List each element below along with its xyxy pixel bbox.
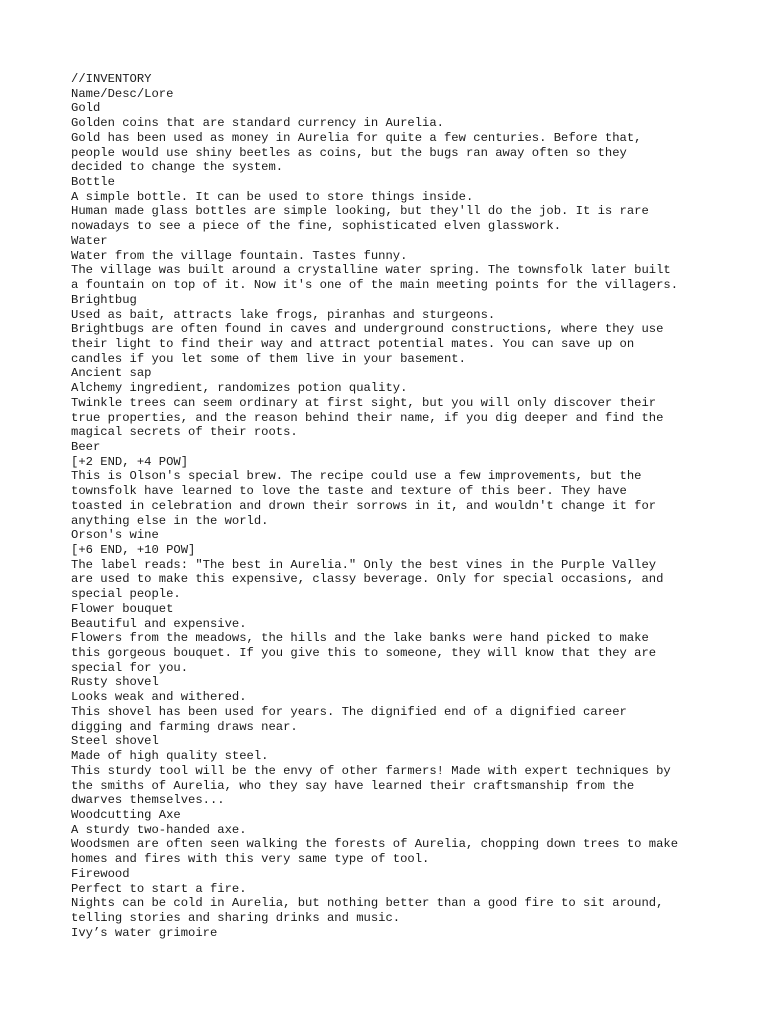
- text-line: Orson's wine: [71, 528, 159, 543]
- text-line: [+2 END, +4 POW]: [71, 454, 189, 469]
- text-line: Human made glass bottles are simple looking, but they'll do the job. It is rare: [71, 204, 649, 219]
- text-line: townsfolk have learned to love the taste and texture of this beer. They have: [71, 484, 627, 499]
- text-line: the smiths of Aurelia, who they say have learned their craftsmanship from the: [71, 778, 635, 793]
- text-line: Ivy’s water grimoire: [71, 925, 218, 940]
- text-line: Alchemy ingredient, randomizes potion quality.: [71, 381, 408, 396]
- text-line: Looks weak and withered.: [71, 690, 247, 705]
- text-line: candles if you let some of them live in your basement.: [71, 351, 466, 366]
- text-line: decided to change the system.: [71, 160, 284, 175]
- text-line: Beer: [71, 439, 101, 454]
- text-line: this gorgeous bouquet. If you give this to someone, they will know that they are: [71, 646, 657, 661]
- text-line: Twinkle trees can seem ordinary at first sight, but you will only discover their: [71, 395, 657, 410]
- text-line: telling stories and sharing drinks and music.: [71, 910, 401, 925]
- text-line: Beautiful and expensive.: [71, 616, 247, 631]
- text-line: Golden coins that are standard currency in Aurelia.: [71, 116, 444, 131]
- text-line: Flowers from the meadows, the hills and the lake banks were hand picked to make: [71, 631, 649, 646]
- text-line: Made of high quality steel.: [71, 749, 269, 764]
- text-line: A sturdy two-handed axe.: [71, 822, 247, 837]
- text-line: Flower bouquet: [71, 601, 174, 616]
- text-line: [+6 END, +10 POW]: [71, 543, 196, 557]
- text-line: Nights can be cold in Aurelia, but nothing better than a good fire to sit around,: [71, 896, 664, 911]
- text-line: Name/Desc/Lore: [71, 86, 174, 101]
- text-line: Firewood: [71, 866, 130, 881]
- text-line: digging and farming draws near.: [71, 719, 298, 734]
- text-line: special people.: [71, 587, 181, 602]
- text-line: Used as bait, attracts lake frogs, piranhas and sturgeons.: [71, 307, 496, 322]
- text-line: This sturdy tool will be the envy of other farmers! Made with expert techniques by: [71, 763, 671, 778]
- text-line: nowadays to see a piece of the fine, sophisticated elven glasswork.: [71, 219, 562, 234]
- text-line: dwarves themselves...: [71, 793, 225, 808]
- text-line: Steel shovel: [71, 734, 159, 749]
- text-line: The village was built around a crystalline water spring. The townsfolk later built: [71, 263, 671, 278]
- text-line: their light to find their way and attract potential mates. You can save up on: [71, 336, 635, 351]
- text-line: people would use shiny beetles as coins, but the bugs ran away often so they: [71, 145, 627, 160]
- text-line: This is Olson's special brew. The recipe could use a few improvements, but the: [71, 469, 642, 484]
- text-line: Gold: [71, 101, 101, 116]
- text-line: Rusty shovel: [71, 675, 159, 690]
- text-line: true properties, and the reason behind their name, if you dig deeper and find the: [71, 410, 664, 425]
- text-line: anything else in the world.: [71, 513, 269, 528]
- text-line: a fountain on top of it. Now it's one of the main meeting points for the villagers.: [71, 278, 679, 293]
- text-line: Brightbug: [71, 292, 137, 307]
- text-line: Woodsmen are often seen walking the forests of Aurelia, chopping down trees to make: [71, 837, 679, 852]
- document-page: [71, 72, 731, 940]
- text-line: special for you.: [71, 660, 189, 675]
- text-line: The label reads: "The best in Aurelia." Only the best vines in the Purple Valley: [71, 557, 657, 572]
- text-line: Brightbugs are often found in caves and underground constructions, where they use: [71, 322, 664, 337]
- text-line: A simple bottle. It can be used to store things inside.: [71, 189, 474, 204]
- text-line: This shovel has been used for years. The dignified end of a dignified career: [71, 704, 627, 719]
- text-line: magical secrets of their roots.: [71, 425, 298, 440]
- text-line: Gold has been used as money in Aurelia for quite a few centuries. Before that,: [71, 130, 642, 145]
- text-line: Ancient sap: [71, 366, 152, 381]
- text-line: Perfect to start a fire.: [71, 881, 247, 896]
- text-line: homes and fires with this very same type of tool.: [71, 852, 430, 867]
- text-line: are used to make this expensive, classy beverage. Only for special occasions, and: [71, 572, 664, 587]
- text-line: Bottle: [71, 175, 115, 190]
- text-line: Water from the village fountain. Tastes funny.: [71, 248, 408, 263]
- text-line: Water: [71, 233, 108, 248]
- text-line: //INVENTORY: [71, 72, 152, 86]
- text-line: Woodcutting Axe: [71, 807, 181, 822]
- text-line: toasted in celebration and drown their sorrows in it, and wouldn't change it for: [71, 498, 657, 513]
